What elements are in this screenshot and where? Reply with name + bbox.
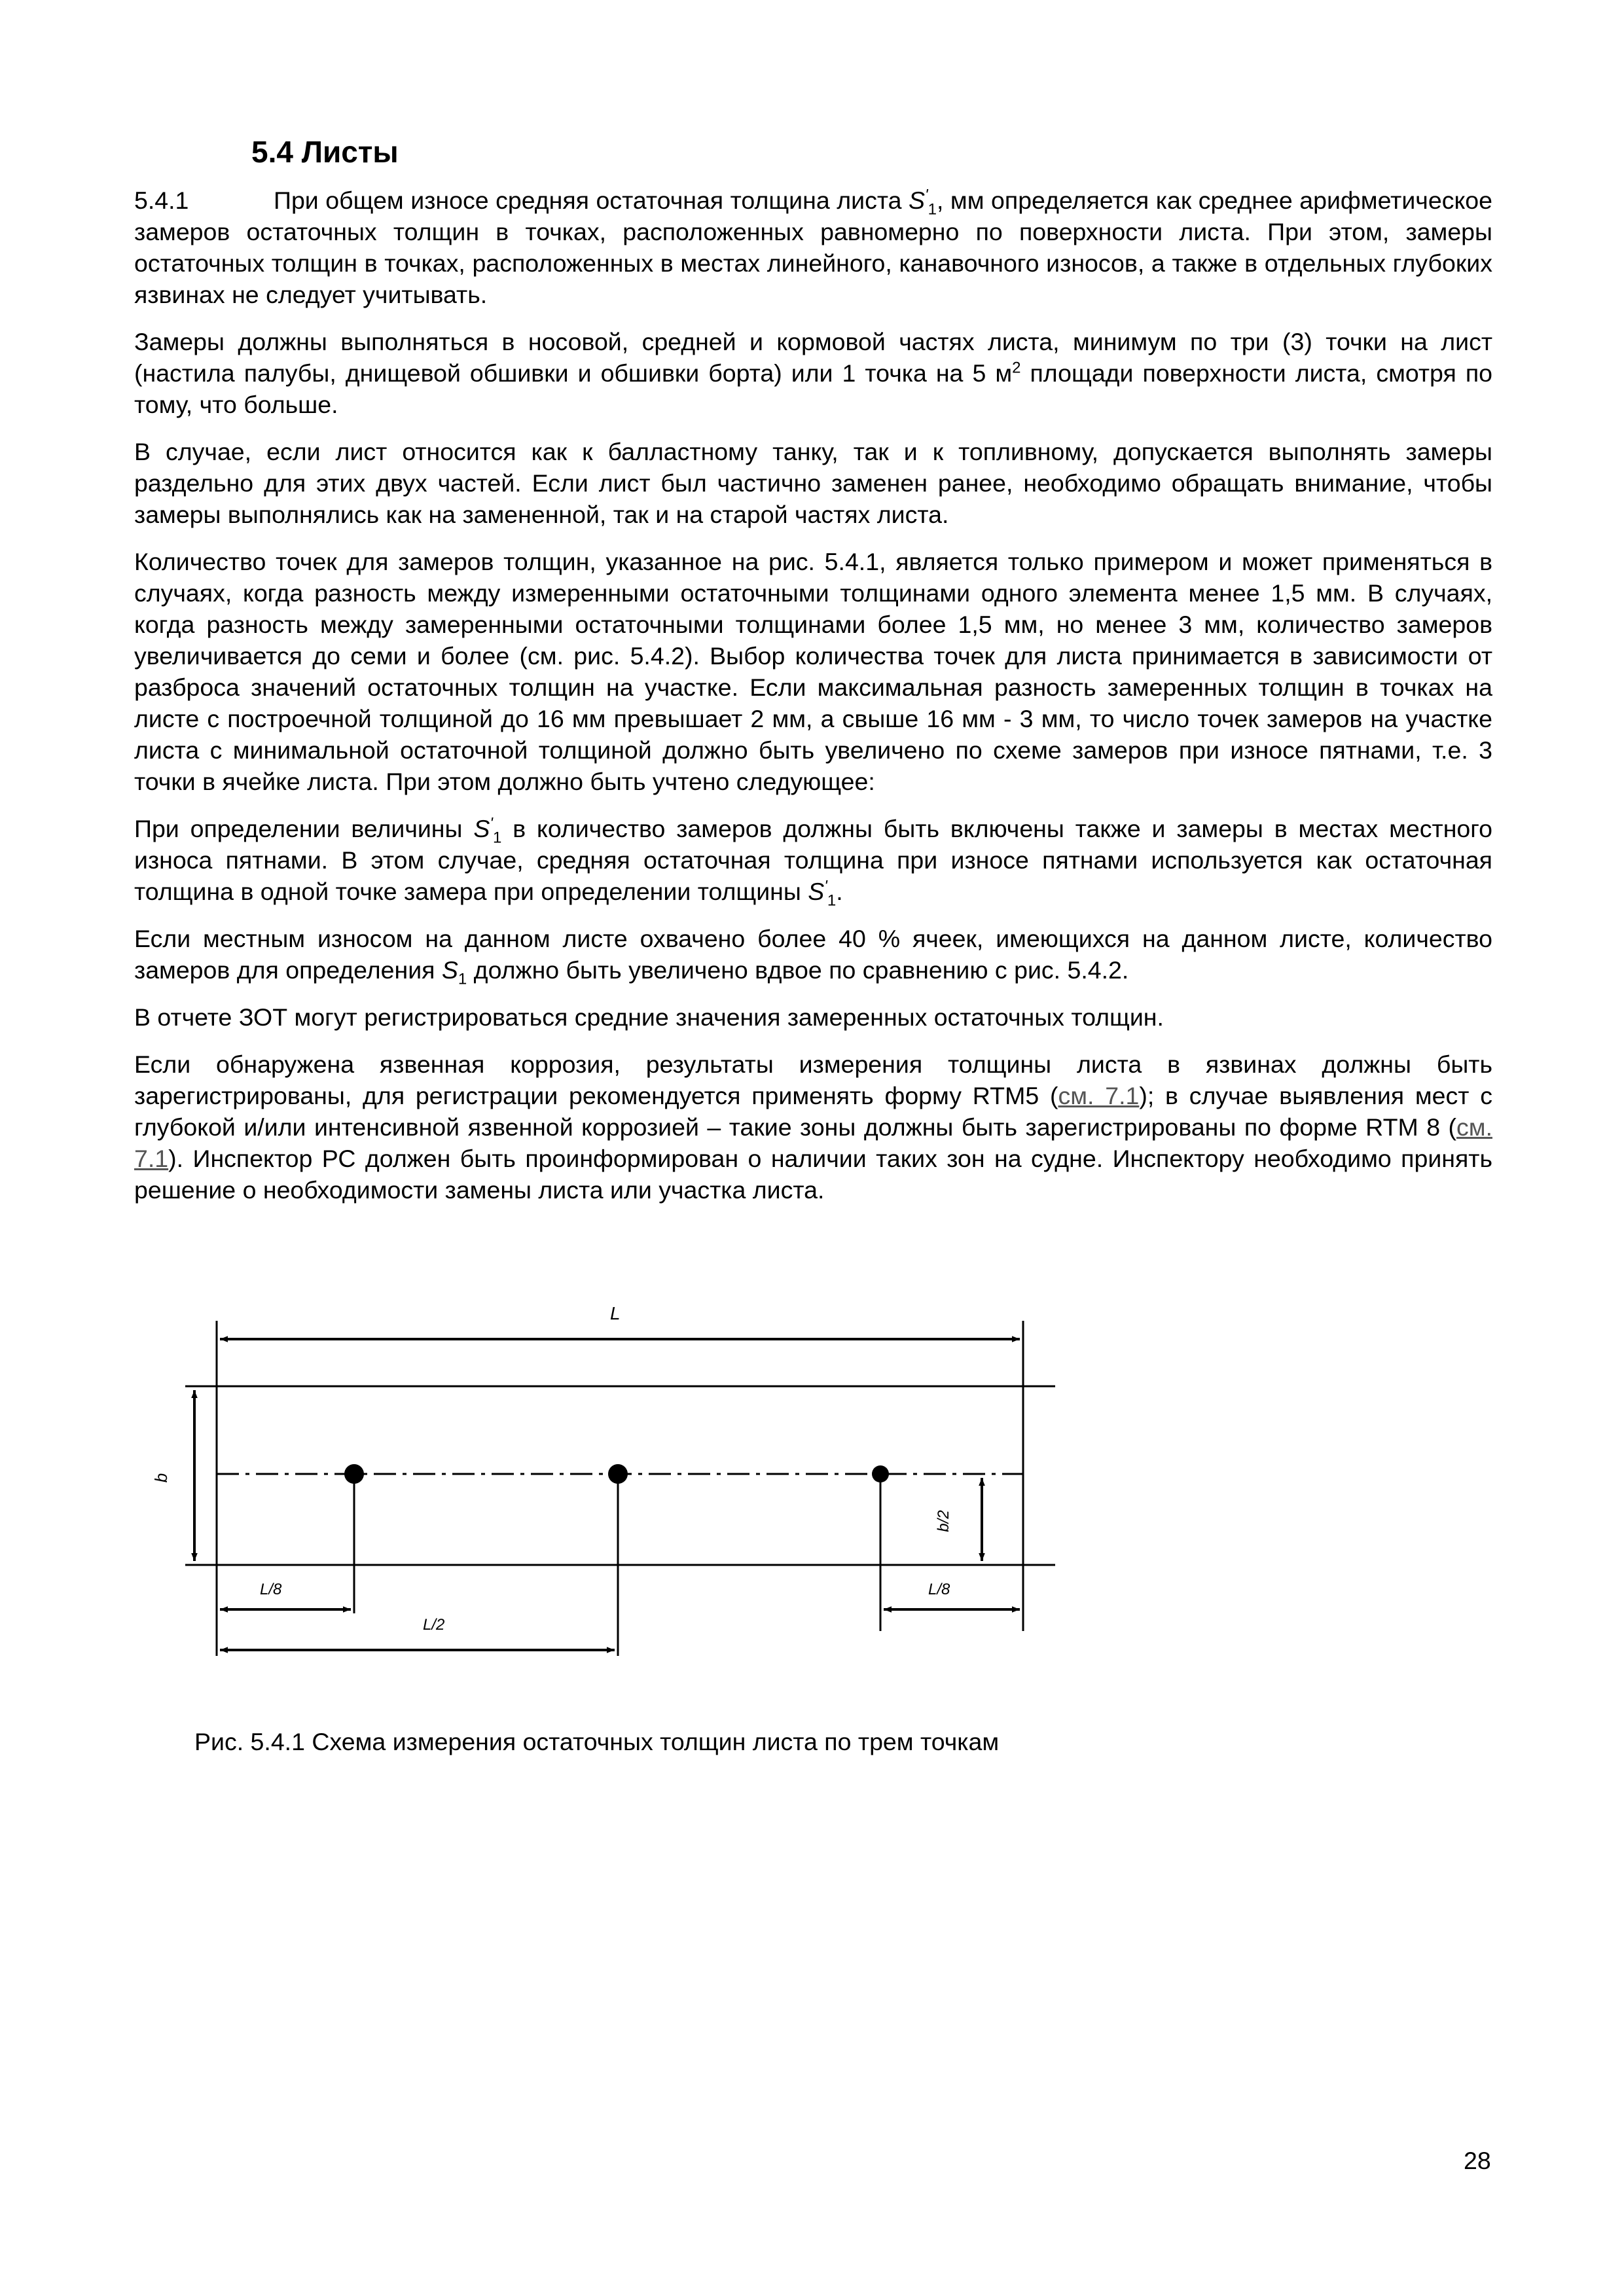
symbol-s1: S' [908, 186, 928, 214]
measurement-point-1 [344, 1464, 364, 1484]
label-L8-left: L/8 [260, 1581, 282, 1598]
page-number: 28 [1464, 2147, 1491, 2174]
measurement-point-2 [608, 1464, 628, 1484]
link-section-7-1[interactable]: см. 7.1 [134, 1113, 1492, 1172]
paragraph-ballast-tank: В случае, если лист относится как к балластному танку, так и к топливному, допускается выполнять замеры раздельно для этих двух частей. Если лист был частично заменен ранее, необходимо обращать внимание, чтобы замеры выполнялись как на замененной, так и на старой частях листа. [134, 438, 1492, 528]
body-text [134, 185, 1492, 1221]
section-heading: 5.4 Листы [251, 135, 399, 169]
link-section-7-1[interactable]: см. 7.1 [1058, 1082, 1140, 1109]
label-L8-right: L/8 [928, 1581, 950, 1598]
paragraph-report: В отчете ЗОТ могут регистрироваться средние значения замеренных остаточных толщин. [134, 1003, 1164, 1031]
paragraph-40-percent: Если местным износом на данном листе охвачено более 40 % ячеек, имеющихся на данном листе, количество замеров для определения $S_1$ должно быть увеличено вдвое по сравнению с рис. 5.4.2. [134, 925, 1492, 988]
symbol-s1: S' [808, 877, 827, 905]
figure-caption: Рис. 5.4.1 Схема измерения остаточных толщин листа по трем точкам [194, 1728, 1000, 1755]
paragraph-measurements: Замеры должны выполняться в носовой, средней и кормовой частях листа, минимум по три (3) точки на лист (настила палубы, днищевой обшивки и обшивки борта) или 1 точка на 5 $м^2$ площади поверхности листа, смотря по тому, что больше. [134, 328, 1492, 418]
figure-5-4-1 [0, 1283, 1624, 1702]
label-L: L [610, 1303, 621, 1323]
paragraph-pitting: Если обнаружена язвенная коррозия, результаты измерения толщины листа в язвинах должны быть зарегистрированы, для регистрации рекомендуется применять форму RTM5 (см. 7.1); в случае выявления мест с глубокой и/или интенсивной язвенной коррозией – такие зоны должны быть зарегистрированы по форме RTM 8 (см. 7.1). Инспектор РС должен быть проинформирован о наличии таких зон на судне. Инспектору необходимо принять решение о необходимости замены листа или участка листа. [134, 1050, 1493, 1204]
paragraph-5-4-1: 5.4.1 При общем износе средняя остаточная толщина листа $S'_1$, мм определяется как среднее арифметическое замеров остаточных толщин в точках, расположенных равномерно по поверхности листа. При этом, замеры остаточных толщин в точках, расположенных в местах линейного, канавочного износов, а также в отдельных глубоких язвинах не следует учитывать. [134, 185, 1492, 310]
label-L2: L/2 [423, 1616, 445, 1634]
label-b: b [151, 1473, 171, 1483]
symbol-s1: S [441, 956, 458, 984]
symbol-s1: S' [473, 814, 493, 842]
label-b2: b/2 [935, 1510, 952, 1532]
measurement-point-3 [872, 1465, 889, 1482]
paragraph-point-count: Количество точек для замеров толщин, указанное на рис. 5.4.1, является только примером и может применяться в случаях, когда разность между измеренными остаточными толщинами одного элемента менее 1,5 мм. В случаях, когда разность между замеренными остаточными толщинами более 1,5 мм, но менее 3 мм, количество замеров увеличивается до семи и более (см. рис. 5.4.2). Выбор количества точек для листа принимается в зависимости от разброса значений остаточных толщин на участке. Если максимальная разность замеренных толщин в точках на листе с построечной толщиной до 16 мм превышает 2 мм, а свыше 16 мм - 3 мм, то число точек замеров на участке листа с минимальной остаточной толщиной должно быть увеличено по схеме замеров при износе пятнами, т.е. 3 точки в ячейке листа. При этом должно быть учтено следующее: [134, 548, 1492, 795]
paragraph-local-wear: При определении величины $S'_1$ в количество замеров должны быть включены также и замеры в местах местного износа пятнами. В этом случае, средняя остаточная толщина при износе пятнами используется как остаточная толщина в одной точке замера при определении толщины $S'_1$. [134, 814, 1492, 910]
measurement-diagram [0, 1283, 1624, 1702]
clause-number: 5.4.1 [134, 187, 189, 214]
